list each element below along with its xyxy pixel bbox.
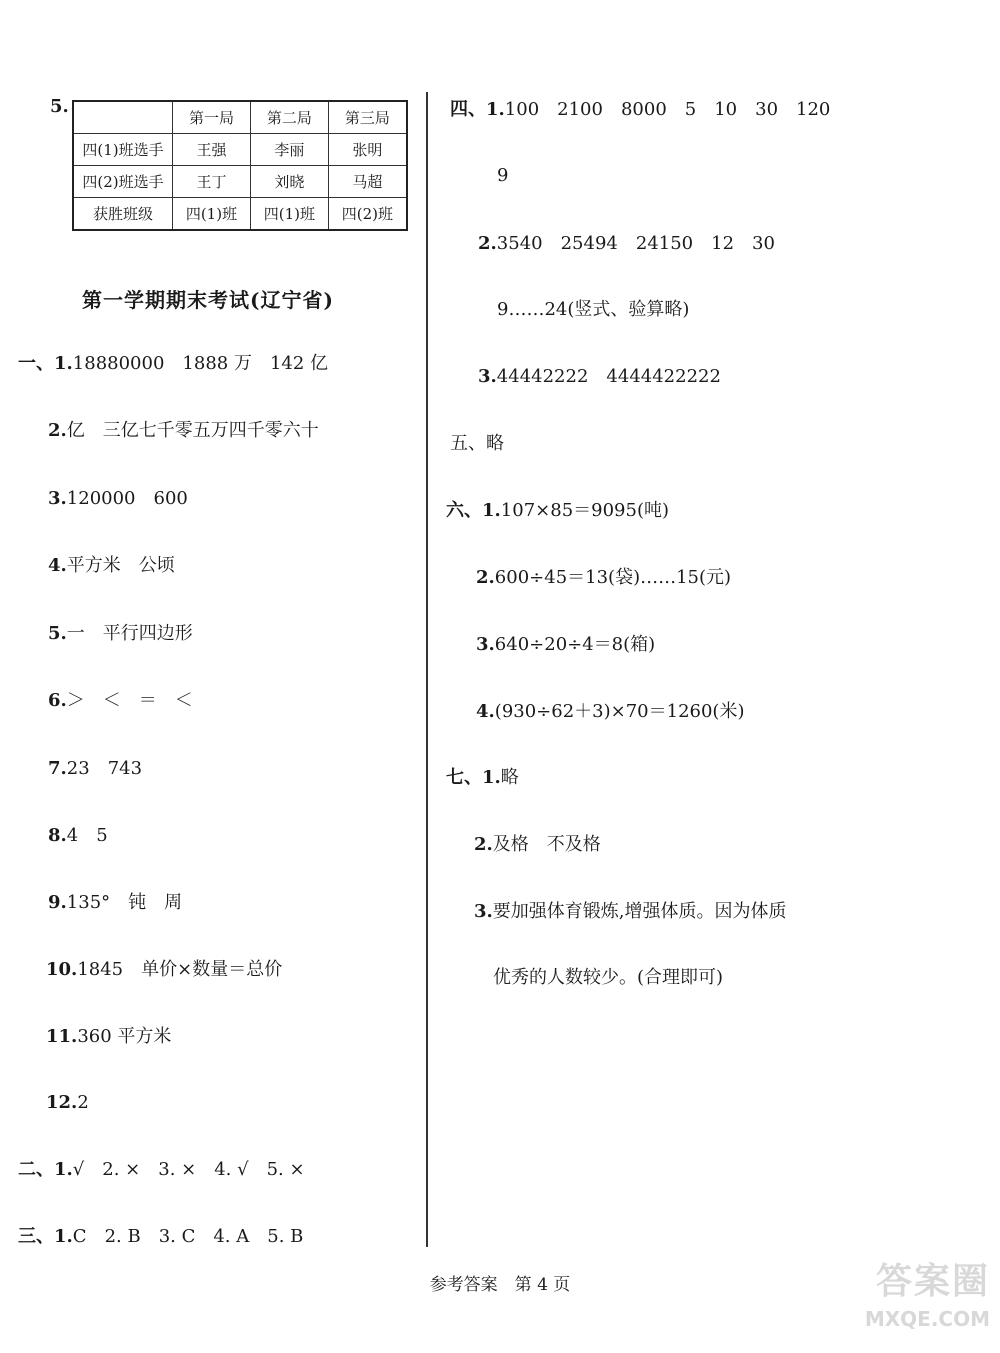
answer-line: 9.135° 钝 周 xyxy=(48,892,183,913)
answer-line: 七、1.略 xyxy=(446,767,519,788)
answer-line: 3.120000 600 xyxy=(48,488,188,509)
answer-line: 优秀的人数较少。(合理即可) xyxy=(493,967,724,988)
table-row xyxy=(73,134,407,166)
answer-line: 六、1.107×85＝9095(吨) xyxy=(446,500,669,521)
table-cell: 四(1)班 xyxy=(173,198,251,231)
score-table xyxy=(72,100,408,231)
table-cell: 第二局 xyxy=(250,101,328,134)
answer-line: 9……24(竖式、验算略) xyxy=(497,299,690,320)
table-cell: 李丽 xyxy=(250,134,328,166)
answer-line: 4.平方米 公顷 xyxy=(48,555,175,576)
answer-line: 二、1.√ 2. × 3. × 4. √ 5. × xyxy=(18,1159,305,1180)
page-footer: 参考答案 第 4 页 xyxy=(429,1275,571,1295)
answer-line: 6.＞ ＜ ＝ ＜ xyxy=(48,690,193,711)
answer-line: 2.600÷45＝13(袋)……15(元) xyxy=(476,567,732,588)
table-cell: 第一局 xyxy=(173,101,251,134)
answer-line: 2.及格 不及格 xyxy=(474,834,601,855)
table-cell: 张明 xyxy=(328,134,407,166)
table-cell: 第三局 xyxy=(328,101,407,134)
table-header-row xyxy=(73,101,407,134)
table-cell: 刘晓 xyxy=(250,166,328,198)
answer-line: 9 xyxy=(497,165,509,186)
answer-line: 4.(930÷62＋3)×70＝1260(米) xyxy=(476,701,745,722)
watermark-title: 答案圈 xyxy=(875,1261,990,1302)
answer-line: 2.3540 25494 24150 12 30 xyxy=(478,233,775,254)
table-cell: 四(1)班 xyxy=(250,198,328,231)
answer-line: 2.亿 三亿七千零五万四千零六十 xyxy=(48,420,319,441)
table-cell: 四(1)班选手 xyxy=(73,134,173,166)
answer-line: 五、略 xyxy=(450,433,504,454)
answer-line: 三、1.C 2. B 3. C 4. A 5. B xyxy=(18,1226,304,1247)
answer-line: 3.640÷20÷4＝8(箱) xyxy=(476,634,656,655)
answer-line: 3.要加强体育锻炼,增强体质。因为体质 xyxy=(474,901,787,922)
answer-line: 3.44442222 4444422222 xyxy=(478,366,721,387)
answer-line: 一、1.18880000 1888 万 142 亿 xyxy=(18,353,329,374)
table-cell: 王强 xyxy=(173,134,251,166)
section-title: 第一学期期末考试(辽宁省) xyxy=(82,288,334,312)
answer-line: 11.360 平方米 xyxy=(46,1026,172,1047)
answer-line: 12.2 xyxy=(46,1092,89,1113)
question-number: 5. xyxy=(50,96,69,117)
answer-line: 5.一 平行四边形 xyxy=(48,623,193,644)
answer-line: 7.23 743 xyxy=(48,758,143,779)
answer-line: 8.4 5 xyxy=(48,825,108,846)
table-cell xyxy=(73,101,173,134)
table-row xyxy=(73,198,407,231)
watermark-logo xyxy=(840,1260,990,1348)
column-divider xyxy=(426,92,428,1247)
answer-line: 四、1.100 2100 8000 5 10 30 120 xyxy=(450,99,831,120)
watermark-url: MXQE.COM xyxy=(864,1307,990,1331)
table-cell: 马超 xyxy=(328,166,407,198)
table-cell: 王丁 xyxy=(173,166,251,198)
table-cell: 四(2)班选手 xyxy=(73,166,173,198)
table-cell: 四(2)班 xyxy=(328,198,407,231)
table-cell: 获胜班级 xyxy=(73,198,173,231)
table-row xyxy=(73,166,407,198)
answer-line: 10.1845 单价×数量＝总价 xyxy=(46,959,283,980)
